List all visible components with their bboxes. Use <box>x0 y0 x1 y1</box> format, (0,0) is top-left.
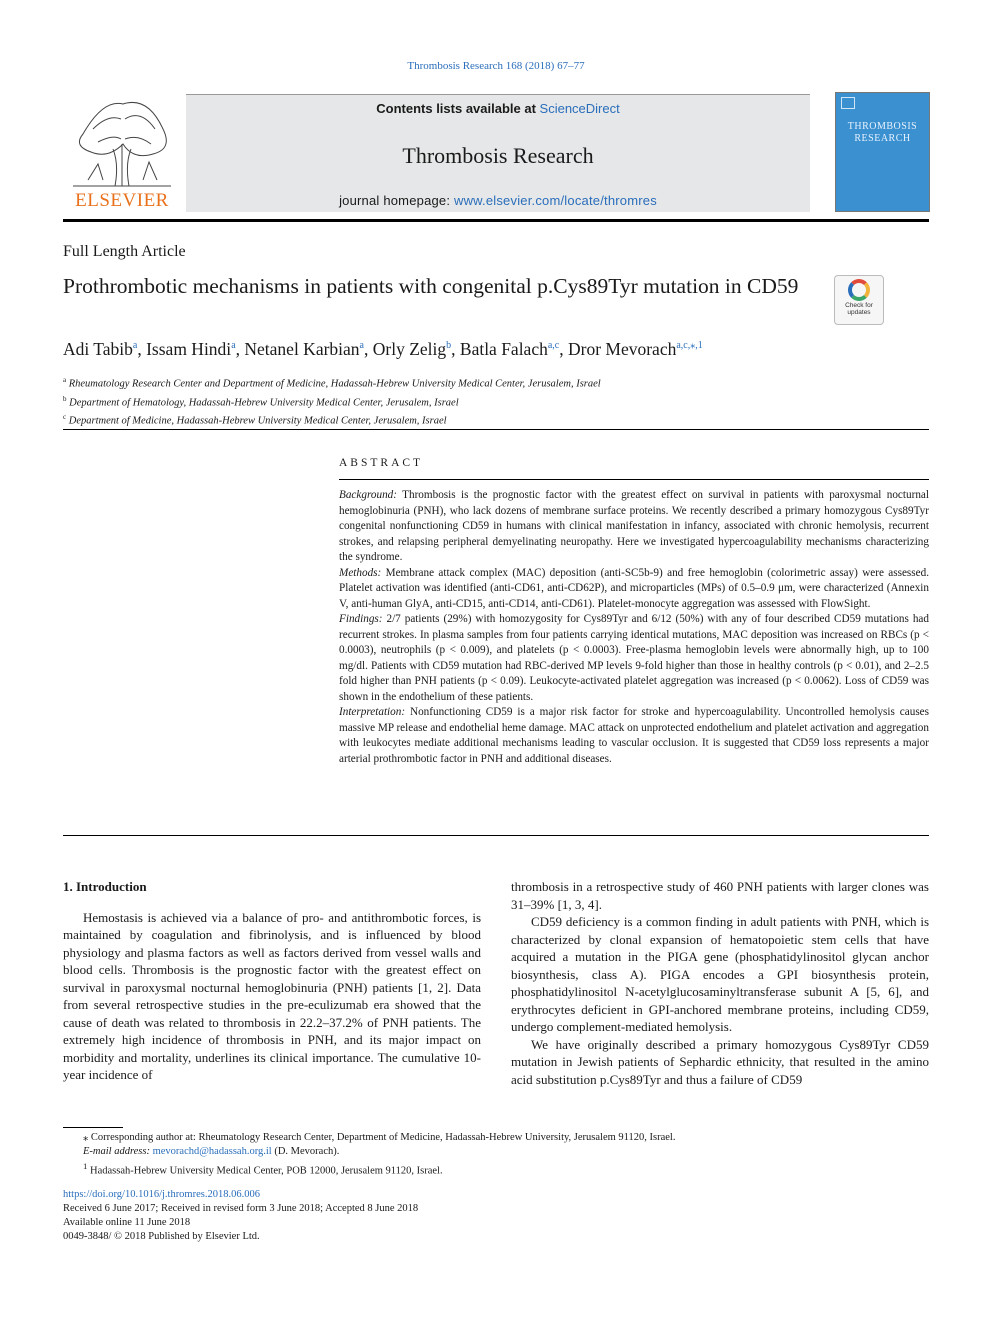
sciencedirect-link[interactable]: ScienceDirect <box>539 101 620 116</box>
author-name[interactable]: Orly Zelig <box>372 339 447 359</box>
abstract-heading: ABSTRACT <box>339 457 424 469</box>
affiliation-item: $^a$ Rheumatology Research Center and Department of Medicine, Hadassah-Hebrew University Medical Center, Jerusalem, Israel <box>63 376 601 390</box>
email-link[interactable]: mevorachd@hadassah.org.il <box>152 1146 272 1157</box>
abstract-section-label: Findings: <box>339 613 383 625</box>
author-affiliation-mark[interactable]: a,c,⁎,1 <box>676 340 703 352</box>
author-affiliation-mark[interactable]: a,c <box>547 340 560 352</box>
author-name[interactable]: Issam Hindi <box>146 339 232 359</box>
affiliation-item: $^c$ Department of Medicine, Hadassah-Hebrew University Medical Center, Jerusalem, Israel <box>63 413 447 427</box>
affiliation-item: $^b$ Department of Hematology, Hadassah-Hebrew University Medical Center, Jerusalem, Israel <box>63 394 459 408</box>
doi-link[interactable]: https://doi.org/10.1016/j.thromres.2018.06.006 <box>63 1189 260 1200</box>
paragraph: CD59 deficiency is a common finding in adult patients with PNH, which is characterized by clonal expansion of hematopoietic stem cells that have acquired a mutation in the PIGA gene (phosphatidylinositol glycan anchor biosynthesis, class A). PIGA encodes a GPI biosynthesis protein, phosphatidylinositol N-acetylglucosaminyltransferase subunit A [5, 6], and erythrocytes deficient in GPI-anchored membrane proteins, including CD59, undergo complement-mediated hemolysis. <box>511 914 929 1034</box>
author-name[interactable]: Adi Tabib <box>63 339 133 359</box>
paragraph: thrombosis in a retrospective study of 460 PNH patients with larger clones was 31–39% [1, 3, 4]. <box>511 879 929 912</box>
email-note: E-mail address: mevorachd@hadassah.org.il (D. Mevorach). <box>83 1146 340 1157</box>
body-right-column <box>511 878 929 1088</box>
journal-name: Thrombosis Research <box>402 143 594 168</box>
affiliations <box>63 373 601 429</box>
divider <box>63 835 929 836</box>
paragraph: Hemostasis is achieved via a balance of pro- and antithrombotic forces, is maintained by coagulation and fibrinolysis, and is influenced by blood physiology and plasma factors as well as factors derived from vessel walls and blood cells. Thrombosis is the prognostic factor with the greatest effect on survival in paroxysmal nocturnal hemoglobinuria (PNH) patients [1, 2]. Data from several retrospective studies in the pre-eculizumab era showed that the cause of death was related to thrombosis in 22.2–37.2% of PNH patients. The extremely high incidence of thrombosis in PNH, and its major impact on morbidity and mortality, underlines its clinical importance. The cumulative 10-year incidence of <box>63 909 481 1082</box>
footnote-divider <box>63 1127 123 1128</box>
abstract-section-label: Background: <box>339 489 397 501</box>
abstract-section: Methods: Membrane attack complex (MAC) deposition (anti-SC5b-9) and free hemoglobin (colorimetric assay) were assessed. Platelet activation was identified (anti-CD61, anti-CD62P), and microparticles (MPs) of 0.5–0.9 μm, were characterized (Annexin V, anti-human GlyA, anti-CD15, anti-CD14, anti-CD61). Platelet-monocyte aggregation was assessed with FlowSight. <box>339 566 929 610</box>
author-affiliation-mark[interactable]: a <box>132 340 138 352</box>
crossmark-icon <box>848 279 870 301</box>
received-dates: Received 6 June 2017; Received in revised form 3 June 2018; Accepted 8 June 2018 <box>63 1203 419 1214</box>
copyright: 0049-3848/ © 2018 Published by Elsevier Ltd. <box>63 1231 260 1242</box>
body-left-column <box>63 878 481 1084</box>
section-heading: 1. Introduction <box>63 879 147 894</box>
journal-cover[interactable] <box>835 92 930 212</box>
crossmark-label: Check for updates <box>845 302 873 316</box>
author-list: Adi Tabib$^a$, Issam Hindi$^a$, Netanel Karbian$^a$, Orly Zelig$^b$, Batla Falach$^{a,c}$, Dror Mevorach$^{a,c,⁎,1}$ <box>63 339 703 359</box>
cover-title: THROMBOSIS RESEARCH <box>847 121 918 144</box>
author-affiliation-mark[interactable]: a <box>231 340 236 352</box>
journal-header <box>186 94 810 212</box>
author-affiliation-mark[interactable]: b <box>446 340 452 352</box>
publication-info <box>63 1188 418 1244</box>
header-divider <box>63 219 929 222</box>
author-name[interactable]: Batla Falach <box>459 339 548 359</box>
article-title: Prothrombotic mechanisms in patients with congenital p.Cys89Tyr mutation in CD59 <box>63 274 799 298</box>
author-name[interactable]: Netanel Karbian <box>244 339 360 359</box>
homepage-link[interactable]: www.elsevier.com/locate/thromres <box>453 193 657 208</box>
abstract-section-label: Methods: <box>339 566 382 579</box>
contents-line: Contents lists available at ScienceDirect <box>376 101 620 116</box>
paragraph: We have originally described a primary homozygous Cys89Tyr CD59 mutation in Jewish patients of Sephardic ethnicity, that resulted in the amino acid substitution p.Cys89Tyr and thus a failure of CD59 <box>511 1036 929 1087</box>
abstract-section: Findings: 2/7 patients (29%) with homozygosity for Cys89Tyr and 6/12 (50%) with any of four described CD59 mutations had recurrent strokes. In plasma samples from four patients carrying identical mutations, MAC deposition was increased on RBCs (p < 0.0003), neutrophils (p < 0.009), and platelets (p < 0.0003). Free-plasma hemoglobin levels were abnormally high, up to 100 mg/dl. Patients with CD59 mutation had RBC-derived MP levels 9-fold higher than those in healthy controls (p < 0.01), and 2–2.5 fold higher than PNH patients (p < 0.09). Leukocyte-activated platelet aggregation was increased (p < 0.0062). Loss of CD59 was shown in the endothelium of these patients. <box>339 613 929 703</box>
cover-logo-icon <box>841 97 855 109</box>
journal-homepage: journal homepage: www.elsevier.com/locate/thromres <box>339 193 657 208</box>
abstract-body <box>339 488 929 767</box>
divider <box>63 429 929 430</box>
corresponding-note: ⁎ Corresponding author at: Rheumatology Research Center, Department of Medicine, Hadassah-Hebrew University, Jerusalem 91120, Israel. <box>83 1132 676 1143</box>
elsevier-logo <box>63 94 181 212</box>
journal-citation[interactable]: Thrombosis Research 168 (2018) 67–77 <box>407 60 585 72</box>
article-type: Full Length Article <box>63 243 186 260</box>
author-name[interactable]: Dror Mevorach <box>567 339 677 359</box>
author-affiliation-mark[interactable]: a <box>359 340 364 352</box>
footnote-1: $^1$ Hadassah-Hebrew University Medical Center, POB 12000, Jerusalem 91120, Israel. <box>83 1161 443 1177</box>
abstract-section-label: Interpretation: <box>339 706 406 718</box>
check-for-updates-button[interactable] <box>834 275 884 325</box>
available-date: Available online 11 June 2018 <box>63 1217 191 1228</box>
abstract-divider <box>339 479 929 480</box>
footnotes <box>63 1131 929 1179</box>
tree-icon <box>63 94 181 190</box>
abstract-section: Background: Thrombosis is the prognostic factor with the greatest effect on survival in patients with paroxysmal nocturnal hemoglobinuria (PNH), who lack dozens of membrane surface proteins. We recently described a primary homozygous Cys89Tyr congenital nonfunctioning CD59 in humans with clinical manifestation in infancy, associated with chronic hemolysis, recurrent strokes, and relapsing peripheral demyelinating neuropathy. Here we investigated hypercoagulability mechanisms characterizing the syndrome. <box>339 489 929 563</box>
abstract-section: Interpretation: Nonfunctioning CD59 is a major risk factor for stroke and hypercoagulability. Uncontrolled hemolysis causes massive MP release and endothelial heme damage. MAC attack on unprotected endothelium and platelet activation and aggregation with leukocytes mediate additional mechanisms leading to vascular occlusion. It is suggested that CD59 loss represents a major arterial prothrombotic factor in PNH and additional diseases. <box>339 706 929 765</box>
publisher-name: ELSEVIER <box>75 190 169 211</box>
